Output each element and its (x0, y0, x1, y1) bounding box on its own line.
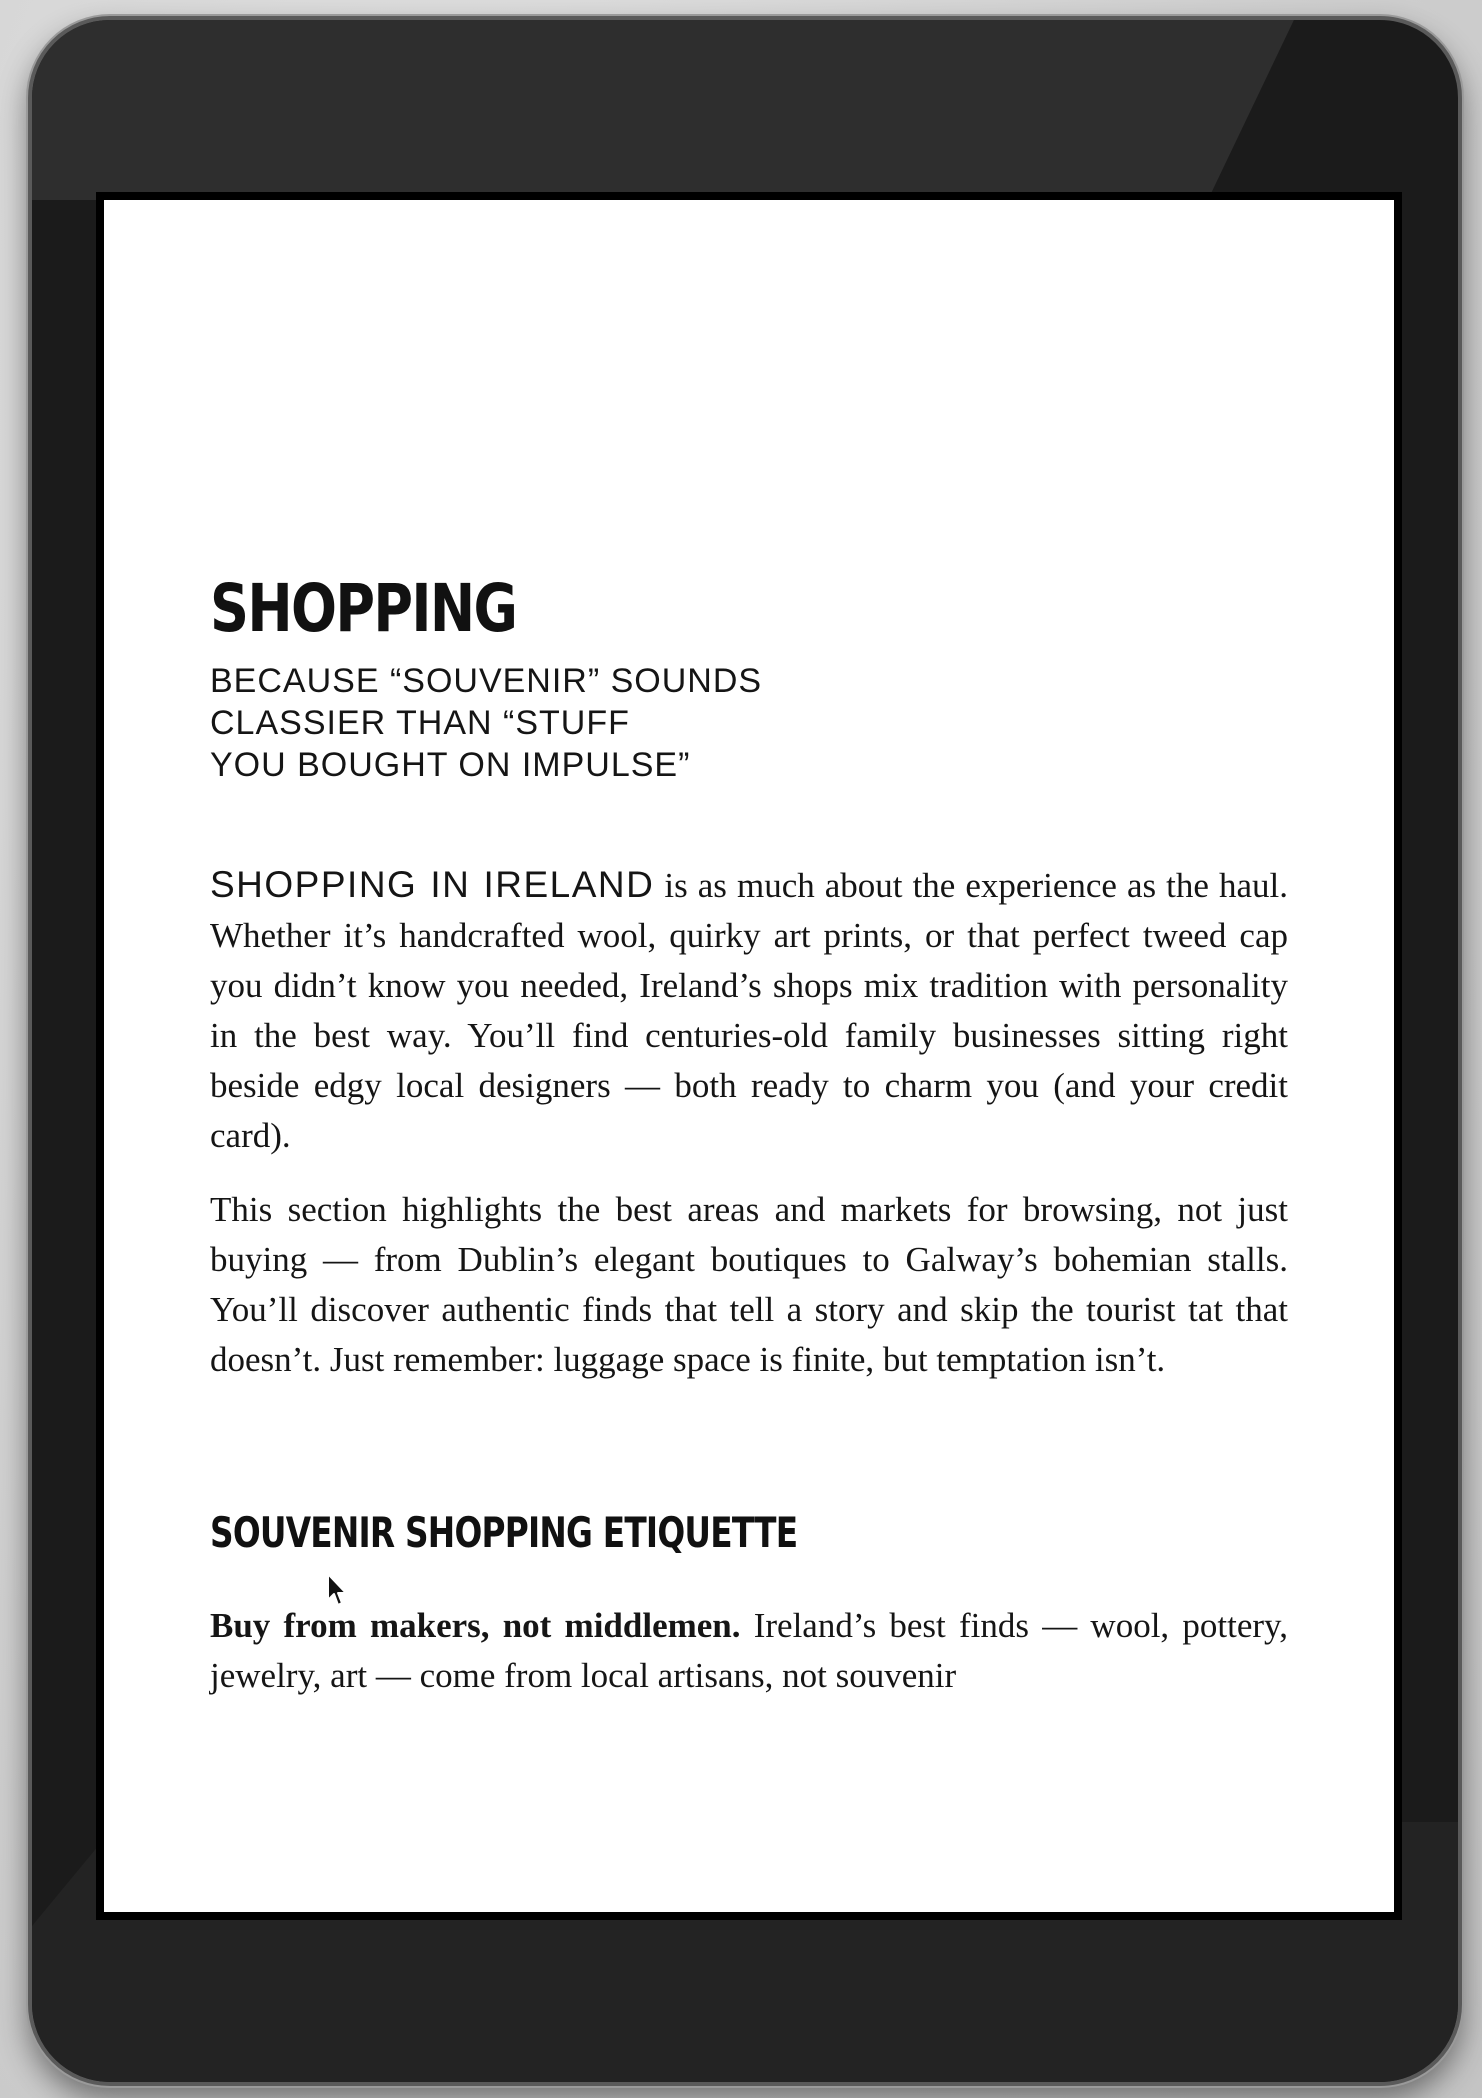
paragraph-text: Ireland’s best finds — wool, pottery, jewelry, art — come from local artisans, not souvenir (210, 1606, 1288, 1695)
body-paragraph[interactable]: This section highlights the best areas and markets for browsing, not just buying — from Dublin’s elegant boutiques to Galway’s bohemian stalls. You’ll discover authentic finds that tell a story and skip the tourist tat that doesn’t. Just remember: luggage space is finite, but temptation isn’t. (210, 1190, 1288, 1379)
intro-lead: SHOPPING IN IRELAND (210, 864, 655, 905)
body-paragraph[interactable] (210, 1601, 1288, 1701)
subtitle-line: CLASSIER THAN “STUFF (210, 704, 630, 742)
subtitle-line: YOU BOUGHT ON IMPULSE” (210, 746, 691, 784)
device-sheen-top (32, 20, 1462, 200)
chapter-title: SHOPPING (210, 570, 517, 647)
subtitle-line: BECAUSE “SOUVENIR” SOUNDS (210, 662, 763, 700)
section-heading: SOUVENIR SHOPPING ETIQUETTE (210, 1508, 798, 1557)
book-page-content (210, 570, 1288, 1701)
mouse-pointer-icon (326, 1572, 348, 1608)
intro-text: is as much about the experience as the haul. Whether it’s handcrafted wool, quirky art prints, or that perfect tweed cap you didn’t know you needed, Ireland’s shops mix tradition with personality in the best way. You’ll find centuries-old family businesses sitting right beside edgy local designers — both ready to charm you (and your credit card). (210, 866, 1288, 1155)
intro-paragraph[interactable] (210, 860, 1288, 1161)
tablet-device (28, 16, 1462, 2086)
paragraph-bold-lead: Buy from makers, not middlemen. (210, 1606, 741, 1645)
reader-screen[interactable] (104, 200, 1394, 1912)
chapter-subtitle (210, 660, 830, 786)
